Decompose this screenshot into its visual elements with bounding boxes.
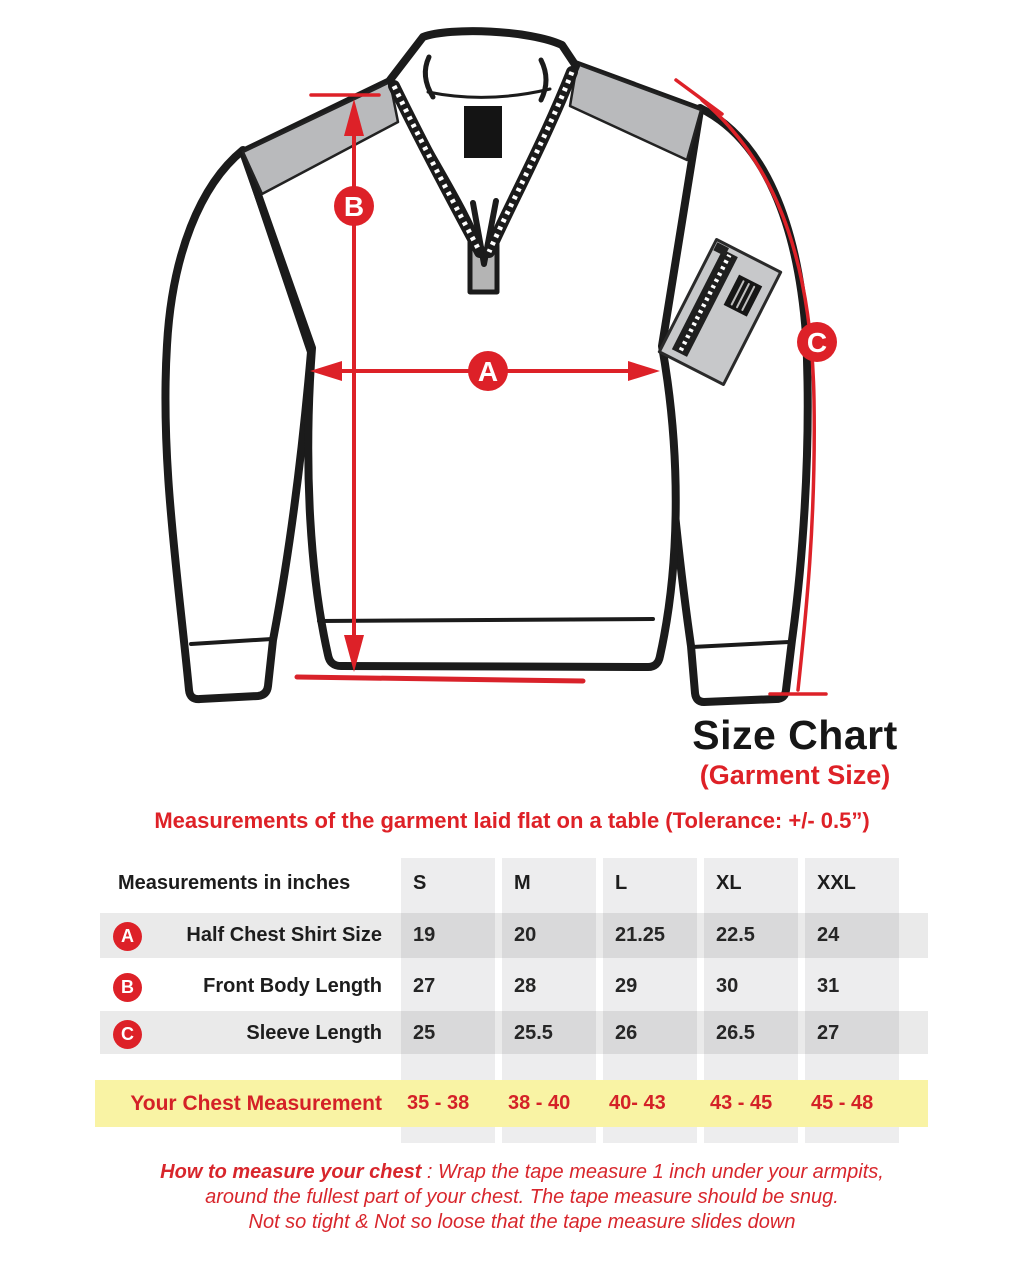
- cell-c-s: 25: [413, 1022, 436, 1044]
- badge-c-letter: C: [806, 327, 828, 358]
- badge-b-letter: B: [343, 191, 365, 222]
- row-a-badge: A: [113, 922, 142, 951]
- cell-a-xxl: 24: [817, 924, 840, 946]
- cell-a-xl: 22.5: [716, 924, 755, 946]
- instructions-line-1-rest: : Wrap the tape measure 1 inch under your armpits,: [421, 1161, 884, 1183]
- table-header-label: Measurements in inches: [118, 872, 351, 894]
- chest-m: 38 - 40: [508, 1092, 571, 1114]
- cell-a-m: 20: [514, 924, 537, 946]
- hem-band-line: [319, 619, 653, 621]
- instructions-bold-lead: How to measure your chest: [160, 1161, 422, 1183]
- chest-row-label: Your Chest Measurement: [130, 1092, 382, 1115]
- page-subtitle: (Garment Size): [699, 760, 891, 790]
- row-b-badge: B: [113, 973, 142, 1002]
- cell-c-m: 25.5: [514, 1022, 553, 1044]
- size-header-m: M: [514, 872, 531, 894]
- measuring-instructions: [62, 1160, 982, 1235]
- cell-b-m: 28: [514, 975, 537, 997]
- row-c-label: Sleeve Length: [246, 1022, 382, 1044]
- instructions-line-3: Not so tight & Not so loose that the tape measure slides down: [248, 1211, 796, 1233]
- cell-a-l: 21.25: [615, 924, 666, 946]
- cell-c-xxl: 27: [817, 1022, 840, 1044]
- instructions-line-1: [62, 1160, 982, 1185]
- chest-l: 40- 43: [609, 1092, 666, 1114]
- cell-b-xxl: 31: [817, 975, 840, 997]
- badge-a-letter: A: [477, 356, 499, 387]
- row-a-label: Half Chest Shirt Size: [186, 924, 382, 946]
- size-header-xxl: XXL: [817, 872, 856, 894]
- cell-b-xl: 30: [716, 975, 739, 997]
- tolerance-heading: Measurements of the garment laid flat on a table (Tolerance: +/- 0.5”): [154, 808, 870, 833]
- size-header-l: L: [615, 872, 628, 894]
- cell-b-s: 27: [413, 975, 436, 997]
- cell-c-xl: 26.5: [716, 1022, 755, 1044]
- hem-red-underline: [297, 677, 583, 681]
- chest-s: 35 - 38: [407, 1092, 470, 1114]
- row-c-badge: C: [113, 1020, 142, 1049]
- cell-b-l: 29: [615, 975, 638, 997]
- neck-label-tag: [464, 106, 502, 158]
- cell-c-l: 26: [615, 1022, 638, 1044]
- instructions-line-2: around the fullest part of your chest. The tape measure should be snug.: [205, 1186, 839, 1208]
- chest-xl: 43 - 45: [710, 1092, 773, 1114]
- cell-a-s: 19: [413, 924, 436, 946]
- size-header-xl: XL: [716, 872, 742, 894]
- size-header-s: S: [413, 872, 427, 894]
- row-b-label: Front Body Length: [203, 975, 382, 997]
- page-title: Size Chart: [692, 712, 898, 758]
- chest-xxl: 45 - 48: [811, 1092, 874, 1114]
